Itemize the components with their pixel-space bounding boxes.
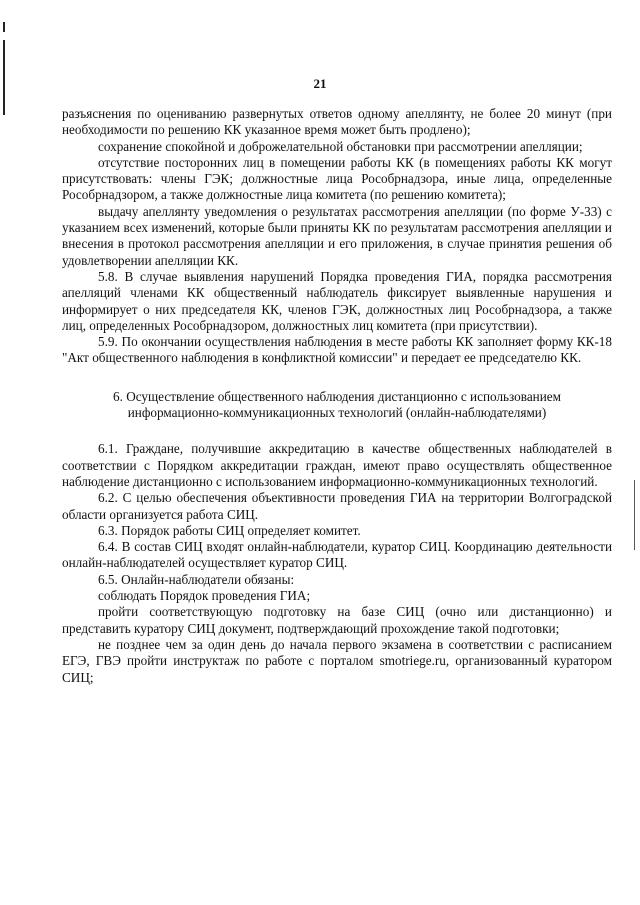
section-heading: 6. Осуществление общественного наблюдения дистанционно с использованием информационно-коммуникационных технологий (онлайн-наблюдателями) [113, 388, 561, 421]
page-number: 21 [313, 76, 327, 91]
paragraph: не позднее чем за один день до начала первого экзамена в соответствии с расписанием ЕГЭ, ГВЭ пройти инструктаж по работе с порталом smotriege.ru, организованный куратором СИЦ; [62, 636, 612, 685]
paragraph: соблюдать Порядок проведения ГИА; [98, 588, 311, 604]
paragraphs-after [62, 441, 612, 685]
scan-edge-mark [634, 480, 635, 550]
paragraph: пройти соответствующую подготовку на базе СИЦ (очно или дистанционно) и представить куратору СИЦ документ, подтверждающий прохождение такой подготовки; [62, 604, 612, 636]
paragraph: разъяснения по оцениванию развернутых ответов одному апеллянту, не более 20 минут (при необходимости по решению КК указанное время может быть продлено); [62, 106, 612, 138]
paragraph: 6.1. Граждане, получившие аккредитацию в качестве общественных наблюдателей в соответствии с Порядком аккредитации граждан, имеют право осуществлять общественное наблюдение дистанционно с использованием информационно-коммуникационных технологий. [62, 441, 612, 489]
paragraph: 6.4. В состав СИЦ входят онлайн-наблюдатели, куратор СИЦ. Координацию деятельности онлайн-наблюдателей осуществляет куратор СИЦ. [62, 539, 612, 571]
paragraph: выдачу апеллянту уведомления о результатах рассмотрения апелляции (по форме У-33) с указанием всех изменений, которые были приняты КК по результатам рассмотрения апелляции и внесения в протокол рассмотрения апелляции и его приложения, в случае принятия решения об удовлетворении апелляции КК. [62, 203, 612, 268]
paragraph: сохранение спокойной и доброжелательной обстановки при рассмотрении апелляции; [98, 138, 583, 154]
paragraph: отсутствие посторонних лиц в помещении работы КК (в помещениях работы КК могут присутствовать: члены ГЭК; должностные лица Рособрнадзора, иные лица, определенные Рособрнадзором, а также должностные лица комитета (по решению комитета); [62, 154, 612, 203]
paragraph: 5.9. По окончании осуществления наблюдения в месте работы КК заполняет форму КК-18 "Акт общественного наблюдения в конфликтной комиссии" и передает ее председателю КК. [62, 334, 612, 366]
scan-edge-mark [3, 22, 5, 32]
paragraphs-before [62, 106, 612, 367]
document-body [62, 106, 612, 686]
paragraph: 5.8. В случае выявления нарушений Порядка проведения ГИА, порядка рассмотрения апелляций членами КК общественный наблюдатель фиксирует выявленные нарушения и информирует о них председателя КК, членов ГЭК, должностных лиц Рособрнадзора, а также лиц, определенных Рособрнадзором, должностных лиц комитета (при присутствии). [62, 268, 612, 333]
paragraph: 6.5. Онлайн-наблюдатели обязаны: [98, 571, 295, 587]
paragraph: 6.2. С целью обеспечения объективности проведения ГИА на территории Волгоградской области организуется работа СИЦ. [62, 490, 612, 522]
paragraph: 6.3. Порядок работы СИЦ определяет комитет. [98, 522, 361, 538]
